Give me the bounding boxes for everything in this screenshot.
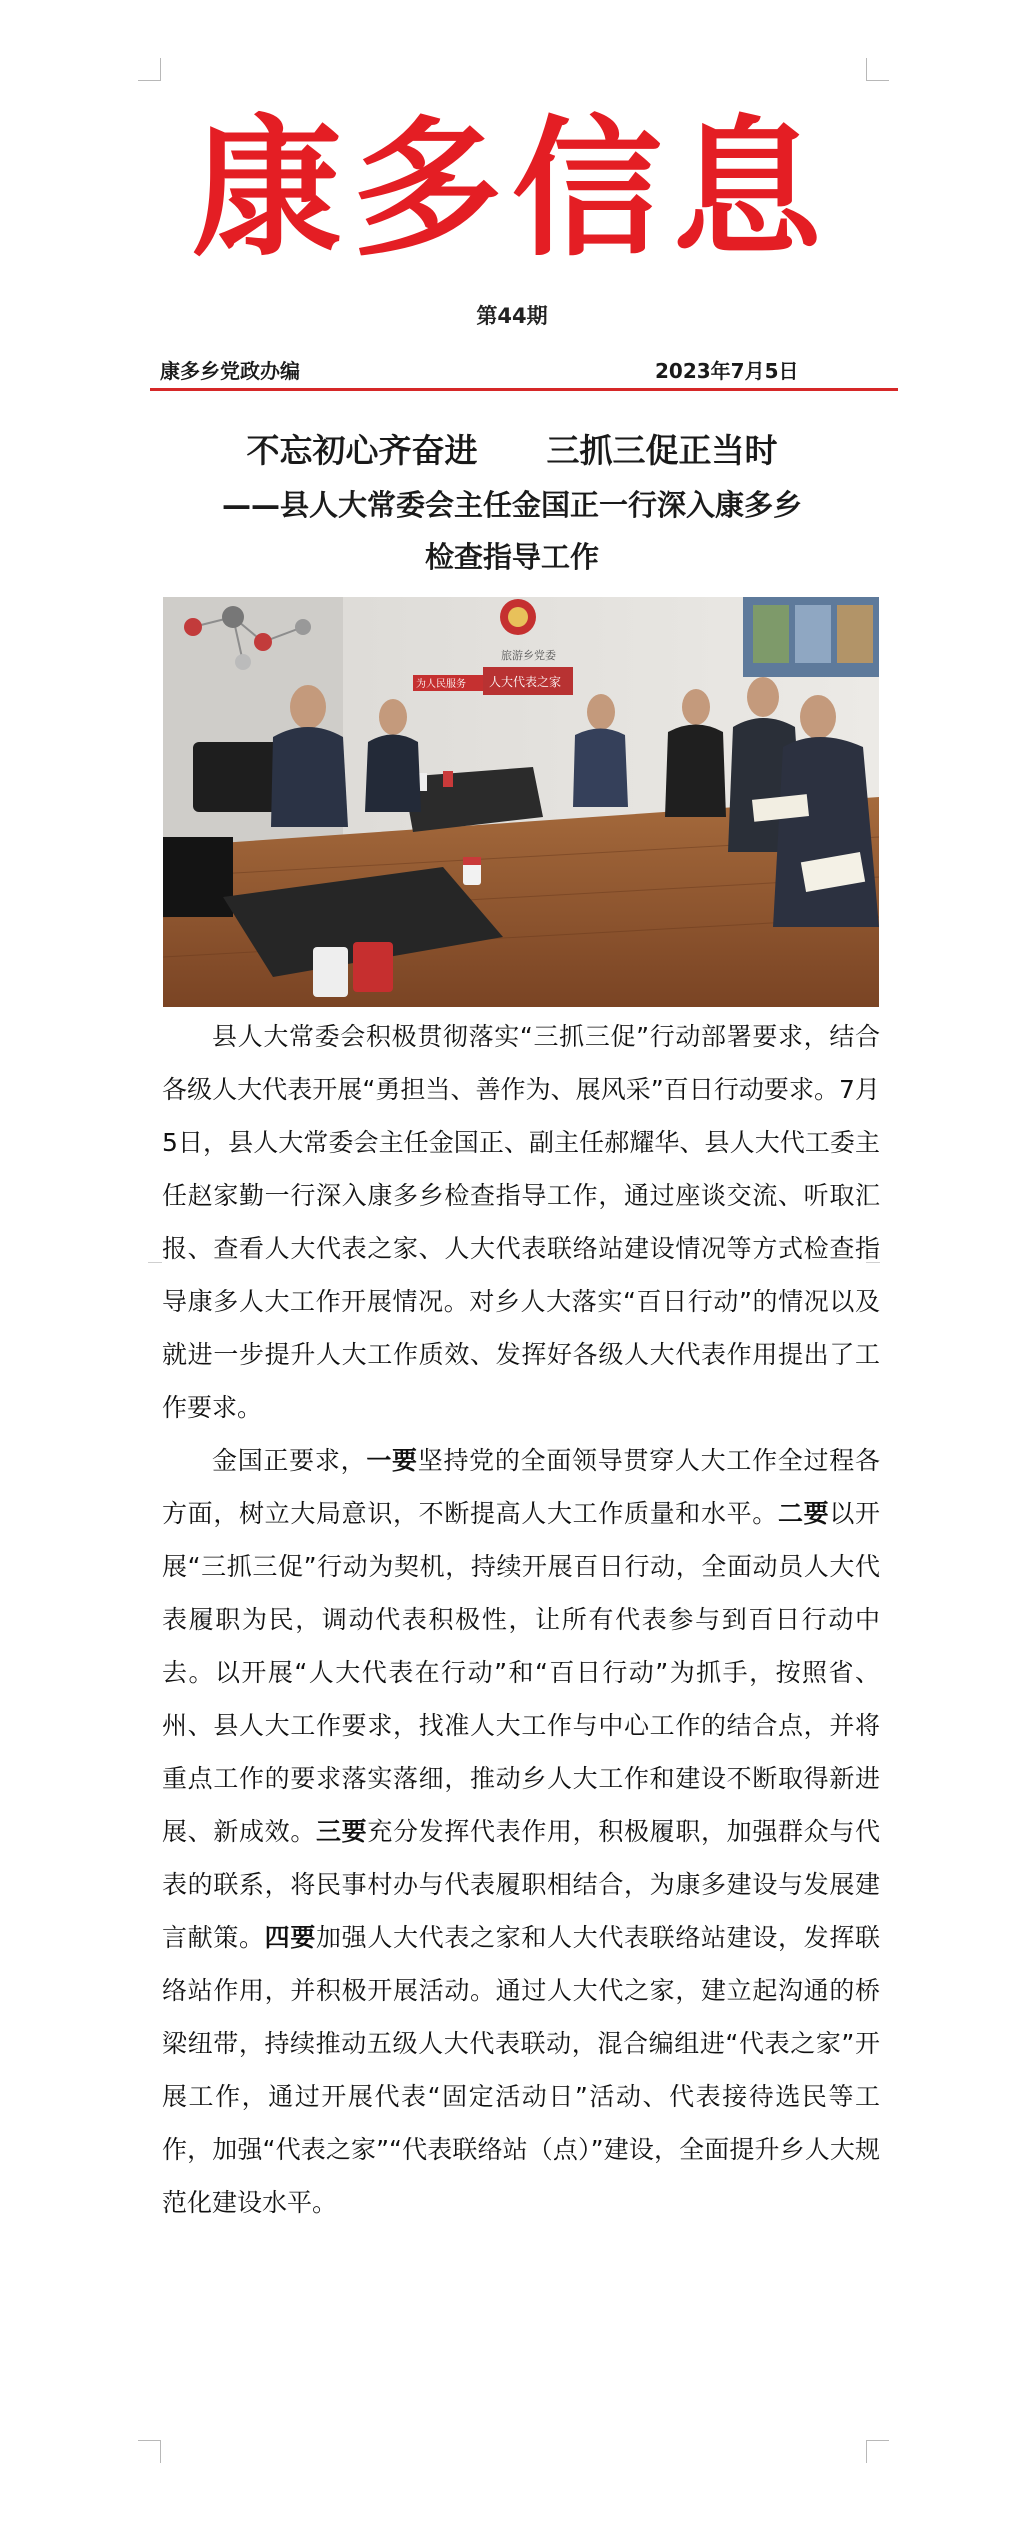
key-point-3: 三要 xyxy=(316,1817,368,1846)
key-point-4: 四要 xyxy=(264,1923,317,1952)
wall-sign: 为人民服务 xyxy=(416,679,466,690)
article-title: 不忘初心齐奋进 三抓三促正当时 xyxy=(246,431,778,470)
article-subtitle-cont: 检查指导工作 xyxy=(424,540,599,574)
key-point-2: 二要 xyxy=(777,1499,830,1528)
wall-banner: 人大代表之家 xyxy=(489,675,562,689)
page-break-mark-left xyxy=(148,1262,162,1263)
editor-credit: 康多乡党政办编 xyxy=(160,359,300,383)
key-point-1: 一要 xyxy=(366,1446,418,1475)
article-subtitle: ——县人大常委会主任金国正一行深入康多乡 xyxy=(221,488,802,522)
meeting-photo xyxy=(163,597,879,1007)
issue-number: 第44期 xyxy=(476,304,548,328)
article-paragraph-2: 金国正要求，一要坚持党的全面领导贯穿人大工作全过程各方面，树立大局意识，不断提高人大工作质量和水平。二要以开展“三抓三促”行动为契机，持续开展百日行动，全面动员人大代表履职为民，调动代表积极性，让所有代表参与到百日行动中去。以开展“人大代表在行动”和“百日行动”为抓手，按照省、州、县人大工作要求，找准人大工作与中心工作的结合点，并将重点工作的要求落实落细，推动乡人大工作和建设不断取得新进展、新成效。三要充分发挥代表作用，积极履职，加强群众与代表的联系，将民事村办与代表履职相结合，为康多建设与发展建言献策。四要加强人大代表之家和人大代表联络站建设，发挥联络站作用，并积极开展活动。通过人大代之家，建立起沟通的桥梁纽带，持续推动五级人大代表联动，混合编组进“代表之家”开展工作，通过开展代表“固定活动日”活动、代表接待选民等工作，加强“代表之家”“代表联络站（点）”建设，全面提升乡人大规范化建设水平。 xyxy=(162,1446,880,2217)
article-paragraph-1: 县人大常委会积极贯彻落实“三抓三促”行动部署要求，结合各级人大代表开展“勇担当、善作为、展风采”百日行动要求。7月5日，县人大常委会主任金国正、副主任郝耀华、县人大代工委主任赵家勤一行深入康多乡检查指导工作，通过座谈交流、听取汇报、查看人大代表之家、人大代表联络站建设情况等方式检查指导康多人大工作开展情况。对乡人大落实“百日行动”的情况以及就进一步提升人大工作质效、发挥好各级人大代表作用提出了工作要求。 xyxy=(162,1022,880,1422)
crop-mark-bottom-left xyxy=(138,2440,161,2463)
crop-mark-bottom-right xyxy=(866,2440,889,2463)
publish-date: 2023年7月5日 xyxy=(655,359,799,383)
article-body xyxy=(162,1010,880,2229)
header-divider xyxy=(150,388,898,391)
masthead-title: 康多信息 xyxy=(191,103,832,277)
crop-mark-top-right xyxy=(866,58,889,81)
crop-mark-top-left xyxy=(138,58,161,81)
emblem-caption: 旅游乡党委 xyxy=(501,649,556,662)
